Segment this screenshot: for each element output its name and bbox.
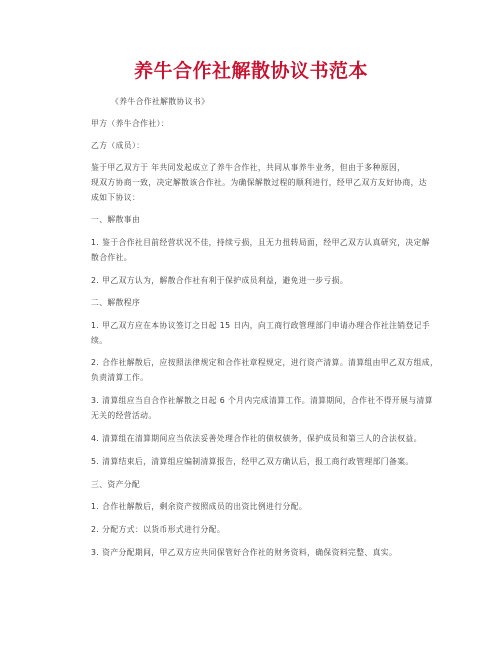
section-heading: 三、资产分配 (91, 480, 141, 489)
paragraph-line: 2. 分配方式：以货币形式进行分配。 (91, 525, 226, 534)
paragraph-line: 1. 甲乙双方应在本协议签订之日起 15 日内，向工商行政管理部门申请办理合作社注销登记手 (91, 321, 431, 330)
paragraph-line: 2. 甲乙双方认为，解散合作社有利于保护成员利益，避免进一步亏损。 (91, 276, 349, 285)
paragraph-line: 散合作社。 (91, 253, 132, 262)
paragraph-line: 4. 清算组在清算期间应当依法妥善处理合作社的债权债务，保护成员和第三人的合法权益。 (91, 434, 422, 443)
paragraph-line: 现双方协商一致，决定解散该合作社。为确保解散过程的顺利进行，经甲乙双方友好协商，达 (91, 178, 428, 187)
paragraph-line: 2. 合作社解散后，应按照法律规定和合作社章程规定，进行资产清算。清算组由甲乙双方组成， (91, 358, 439, 367)
paragraph-line: 无关的经营活动。 (91, 411, 157, 420)
paragraph-line: 1. 鉴于合作社目前经营状况不佳，持续亏损，且无力扭转局面，经甲乙双方认真研究，决定解 (91, 238, 430, 247)
paragraph-line: 5. 清算结束后，清算组应编制清算报告，经甲乙双方确认后，报工商行政管理部门备案。 (91, 457, 414, 466)
paragraph-line: 3. 资产分配期间，甲乙双方应共同保管好合作社的财务资料，确保资料完整、真实。 (91, 548, 398, 557)
paragraph-line: 1. 合作社解散后，剩余资产按照成员的出资比例进行分配。 (91, 502, 308, 511)
paragraph-line: 续。 (91, 336, 108, 345)
paragraph-line: 3. 清算组应当自合作社解散之日起 6 个月内完成清算工作。清算期间，合作社不得开展与清算 (91, 396, 433, 405)
document-subtitle: 《养牛合作社解散协议书》 (111, 97, 210, 106)
paragraph-line: 成如下协议： (91, 193, 141, 202)
paragraph-line: 负责清算工作。 (91, 373, 149, 382)
document-title: 养牛合作社解散协议书范本 (133, 60, 368, 82)
paragraph-line: 鉴于甲乙双方于 年共同发起成立了养牛合作社，共同从事养牛业务，但由于多种原因， (91, 163, 406, 172)
section-heading: 二、解散程序 (91, 298, 141, 307)
party-a-line: 甲方（养牛合作社）： (91, 119, 170, 128)
section-heading: 一、解散事由 (91, 215, 141, 224)
party-b-line: 乙方（成员）： (91, 141, 145, 150)
